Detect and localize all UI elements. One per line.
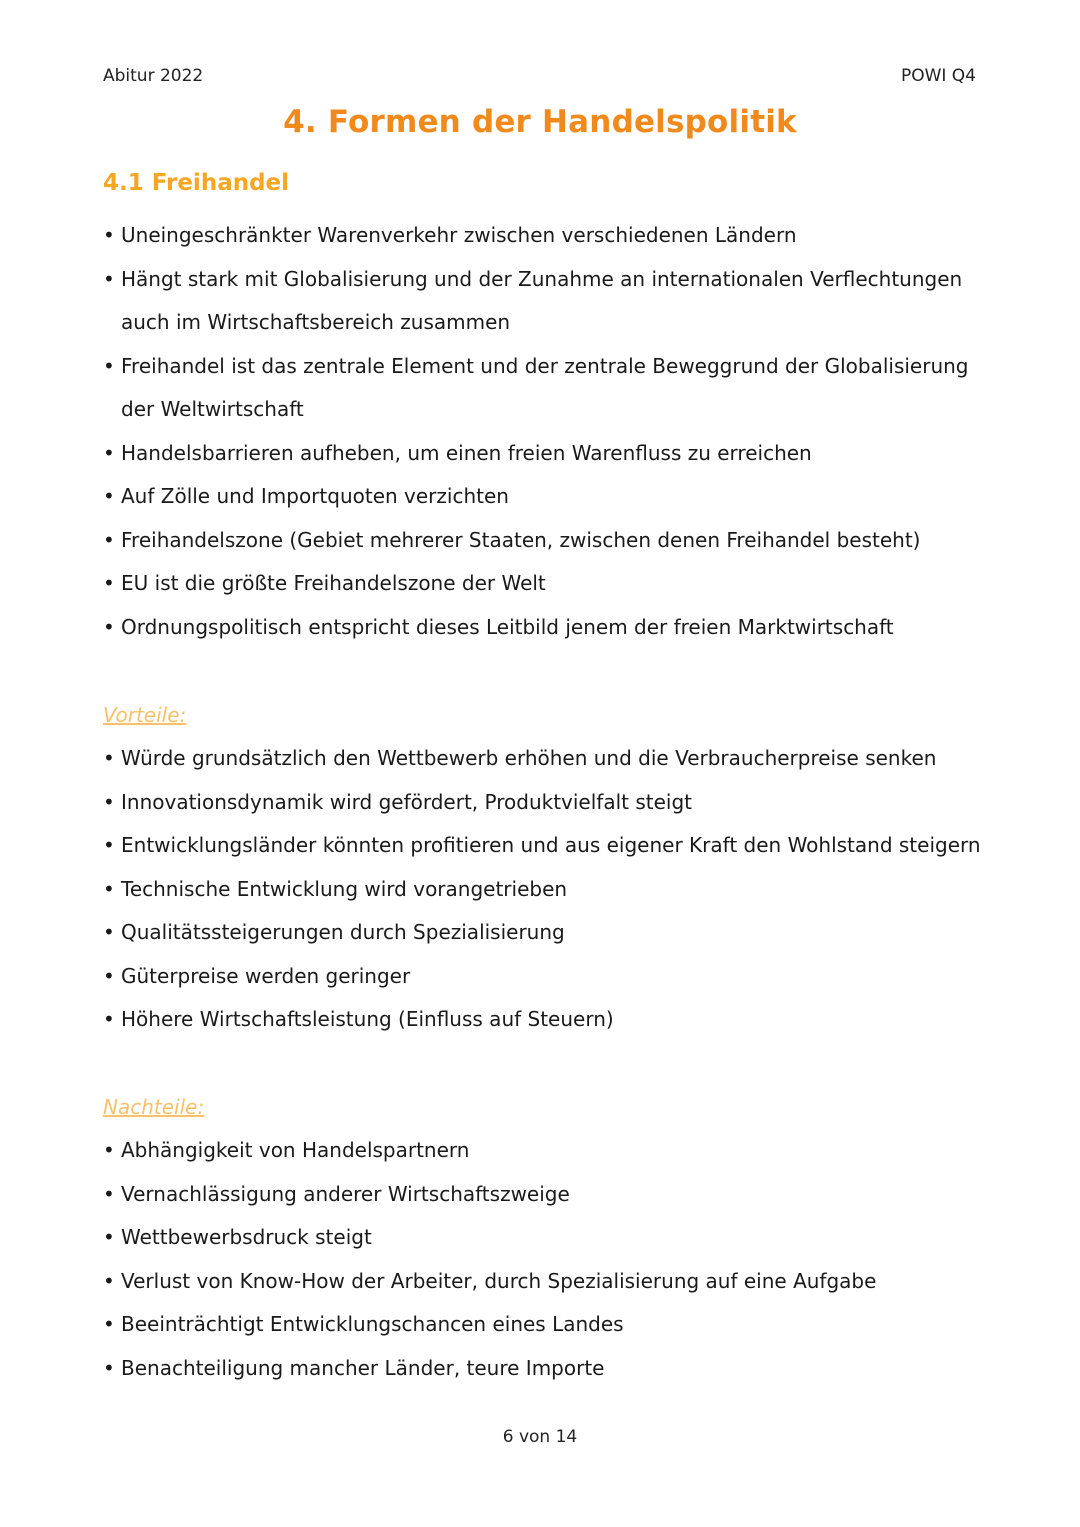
bullet: • — [103, 440, 115, 465]
list-item-text-continued: auch im Wirtschaftsbereich zusammen — [121, 310, 511, 334]
nachteile-list — [103, 1129, 983, 1390]
bullet: • — [103, 484, 115, 508]
list-item-text: Entwicklungsländer könnten profitieren und aus eigener Kraft den Wohlstand steigern — [121, 833, 981, 857]
bullet: • — [103, 876, 115, 901]
list-item — [103, 475, 983, 519]
bullet: • — [103, 266, 115, 291]
list-item-text: EU ist die größte Freihandelszone der Welt — [121, 571, 546, 595]
list-item — [103, 1260, 983, 1304]
list-item — [103, 258, 983, 345]
list-item-text: Würde grundsätzlich den Wettbewerb erhöhen und die Verbraucherpreise senken — [121, 746, 937, 770]
bullet: • — [103, 1181, 115, 1206]
list-item — [103, 824, 983, 868]
bullet: • — [103, 223, 115, 247]
bullet: • — [103, 1268, 115, 1293]
bullet: • — [103, 833, 115, 857]
list-item-text: Freihandel ist das zentrale Element und der zentrale Beweggrund der Globalisierung — [121, 353, 969, 378]
list-item-text: Handelsbarrieren aufheben, um einen freien Warenfluss zu erreichen — [121, 440, 812, 465]
list-item — [103, 1216, 983, 1260]
page-title: 4. Formen der Handelspolitik — [283, 104, 797, 140]
list-item — [103, 519, 983, 563]
bullet: • — [103, 963, 115, 988]
bullet: • — [103, 1007, 115, 1031]
list-item-text: Höhere Wirtschaftsleistung (Einfluss auf Steuern) — [121, 1007, 614, 1031]
bullet: • — [103, 353, 115, 378]
list-item — [103, 1173, 983, 1217]
list-item — [103, 1303, 983, 1347]
bullet: • — [103, 1355, 115, 1380]
freihandel-list — [103, 214, 983, 649]
list-item — [103, 345, 983, 432]
list-item — [103, 737, 983, 781]
header-right: POWI Q4 — [900, 66, 976, 86]
bullet: • — [103, 746, 115, 770]
list-item-text: Abhängigkeit von Handelspartnern — [121, 1138, 470, 1162]
bullet: • — [103, 1138, 115, 1162]
list-item — [103, 562, 983, 606]
bullet: • — [103, 920, 115, 944]
list-item-text: Vernachlässigung anderer Wirtschaftszweige — [121, 1181, 570, 1206]
list-item-text: Hängt stark mit Globalisierung und der Zunahme an internationalen Verflechtungen — [121, 266, 963, 291]
list-item-text: Güterpreise werden geringer — [121, 963, 411, 988]
list-item-text: Benachteiligung mancher Länder, teure Importe — [121, 1355, 605, 1380]
list-item — [103, 1347, 983, 1391]
list-item-text-continued: der Weltwirtschaft — [121, 397, 304, 421]
list-item-text: Uneingeschränkter Warenverkehr zwischen verschiedenen Ländern — [121, 223, 797, 247]
list-item-text: Verlust von Know-How der Arbeiter, durch Spezialisierung auf eine Aufgabe — [121, 1268, 877, 1293]
list-item — [103, 955, 983, 999]
list-item-text: Beeinträchtigt Entwicklungschancen eines Landes — [121, 1312, 624, 1336]
list-item-text: Technische Entwicklung wird vorangetrieben — [121, 876, 568, 901]
header-left: Abitur 2022 — [103, 66, 204, 86]
bullet: • — [103, 614, 115, 639]
list-item-text: Qualitätssteigerungen durch Spezialisierung — [121, 920, 565, 944]
nachteile-label: Nachteile: — [103, 1095, 205, 1119]
bullet: • — [103, 571, 115, 595]
list-item-text: Freihandelszone (Gebiet mehrerer Staaten, zwischen denen Freihandel besteht) — [121, 527, 921, 552]
vorteile-label: Vorteile: — [103, 703, 187, 727]
list-item — [103, 1129, 983, 1173]
list-item — [103, 868, 983, 912]
list-item — [103, 606, 983, 650]
list-item-text: Innovationsdynamik wird gefördert, Produktvielfalt steigt — [121, 789, 693, 814]
list-item-text: Auf Zölle und Importquoten verzichten — [121, 484, 509, 508]
list-item — [103, 911, 983, 955]
vorteile-list — [103, 737, 983, 1042]
bullet: • — [103, 527, 115, 552]
list-item-text: Wettbewerbsdruck steigt — [121, 1225, 372, 1249]
section-title: 4.1 Freihandel — [103, 170, 290, 196]
bullet: • — [103, 789, 115, 814]
bullet: • — [103, 1312, 115, 1336]
page-number: 6 von 14 — [502, 1427, 578, 1447]
bullet: • — [103, 1225, 115, 1249]
list-item — [103, 214, 983, 258]
list-item — [103, 781, 983, 825]
list-item — [103, 998, 983, 1042]
list-item-text: Ordnungspolitisch entspricht dieses Leitbild jenem der freien Marktwirtschaft — [121, 614, 894, 639]
list-item — [103, 432, 983, 476]
